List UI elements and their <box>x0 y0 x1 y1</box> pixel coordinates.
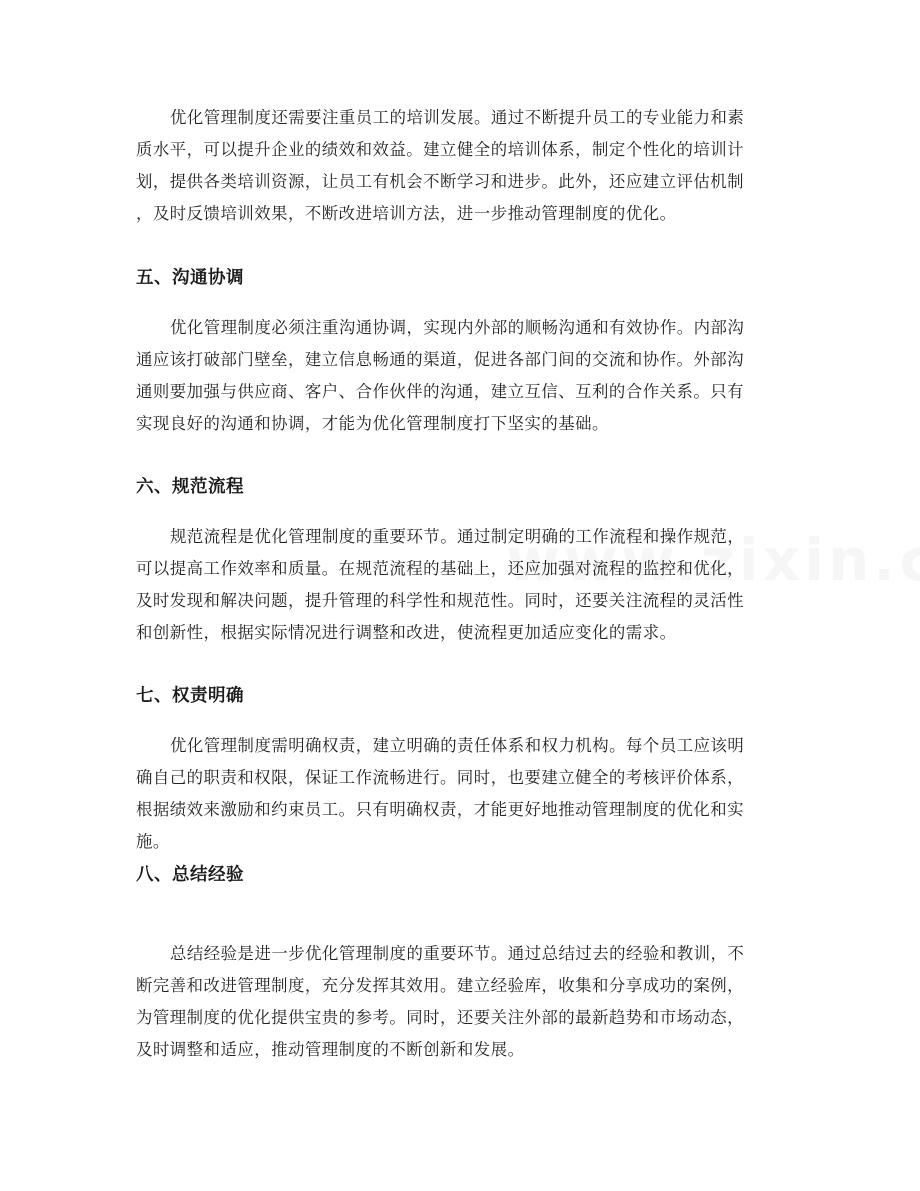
paragraph-line: 确自己的职责和权限，保证工作流畅进行。同时，也要建立健全的考核评价体系， <box>136 768 745 787</box>
paragraph-line: 优化管理制度需明确权责，建立明确的责任体系和权力机构。每个员工应该明 <box>170 736 745 755</box>
paragraph-line: 质水平，可以提升企业的绩效和效益。建立健全的培训体系，制定个性化的培训计 <box>136 140 745 159</box>
paragraph-line: 施。 <box>136 832 170 851</box>
paragraph-experience <box>136 938 786 1066</box>
paragraph-line: 实现良好的沟通和协调，才能为优化管理制度打下坚实的基础。 <box>136 414 609 433</box>
paragraph-line: 根据绩效来激励和约束员工。只有明确权责，才能更好地推动管理制度的优化和实 <box>136 800 745 819</box>
paragraph-line: 通则要加强与供应商、客户、合作伙伴的沟通，建立互信、互利的合作关系。只有 <box>136 382 745 401</box>
paragraph-line: 优化管理制度还需要注重员工的培训发展。通过不断提升员工的专业能力和素 <box>170 108 745 127</box>
paragraph-line: 划，提供各类培训资源，让员工有机会不断学习和进步。此外，还应建立评估机制 <box>136 172 745 191</box>
paragraph-line: 可以提高工作效率和质量。在规范流程的基础上，还应加强对流程的监控和优化， <box>136 559 745 578</box>
watermark <box>506 526 920 594</box>
section-heading-communication: 五、沟通协调 <box>136 268 244 288</box>
paragraph-line: 优化管理制度必须注重沟通协调，实现内外部的顺畅沟通和有效协作。内部沟 <box>170 318 745 337</box>
paragraph-line: 及时发现和解决问题，提升管理的科学性和规范性。同时，还要关注流程的灵活性 <box>136 591 745 610</box>
paragraph-line: 断完善和改进管理制度，充分发挥其效用。建立经验库，收集和分享成功的案例， <box>136 976 745 995</box>
paragraph-responsibility <box>136 730 786 858</box>
paragraph-training <box>136 102 786 230</box>
section-heading-experience: 八、总结经验 <box>136 865 244 885</box>
paragraph-line: ，及时反馈培训效果，不断改进培训方法，进一步推动管理制度的优化。 <box>136 204 677 223</box>
paragraph-line: 及时调整和适应，推动管理制度的不断创新和发展。 <box>136 1040 525 1059</box>
paragraph-line: 总结经验是进一步优化管理制度的重要环节。通过总结过去的经验和教训，不 <box>170 944 745 963</box>
paragraph-line: 规范流程是优化管理制度的重要环节。通过制定明确的工作流程和操作规范， <box>170 527 745 546</box>
section-heading-responsibility: 七、权责明确 <box>136 686 244 706</box>
paragraph-line: 和创新性，根据实际情况进行调整和改进，使流程更加适应变化的需求。 <box>136 623 677 642</box>
paragraph-line: 通应该打破部门壁垒，建立信息畅通的渠道，促进各部门间的交流和协作。外部沟 <box>136 350 745 369</box>
section-heading-process: 六、规范流程 <box>136 477 244 497</box>
paragraph-line: 为管理制度的优化提供宝贵的参考。同时，还要关注外部的最新趋势和市场动态， <box>136 1008 745 1027</box>
paragraph-communication <box>136 312 786 440</box>
